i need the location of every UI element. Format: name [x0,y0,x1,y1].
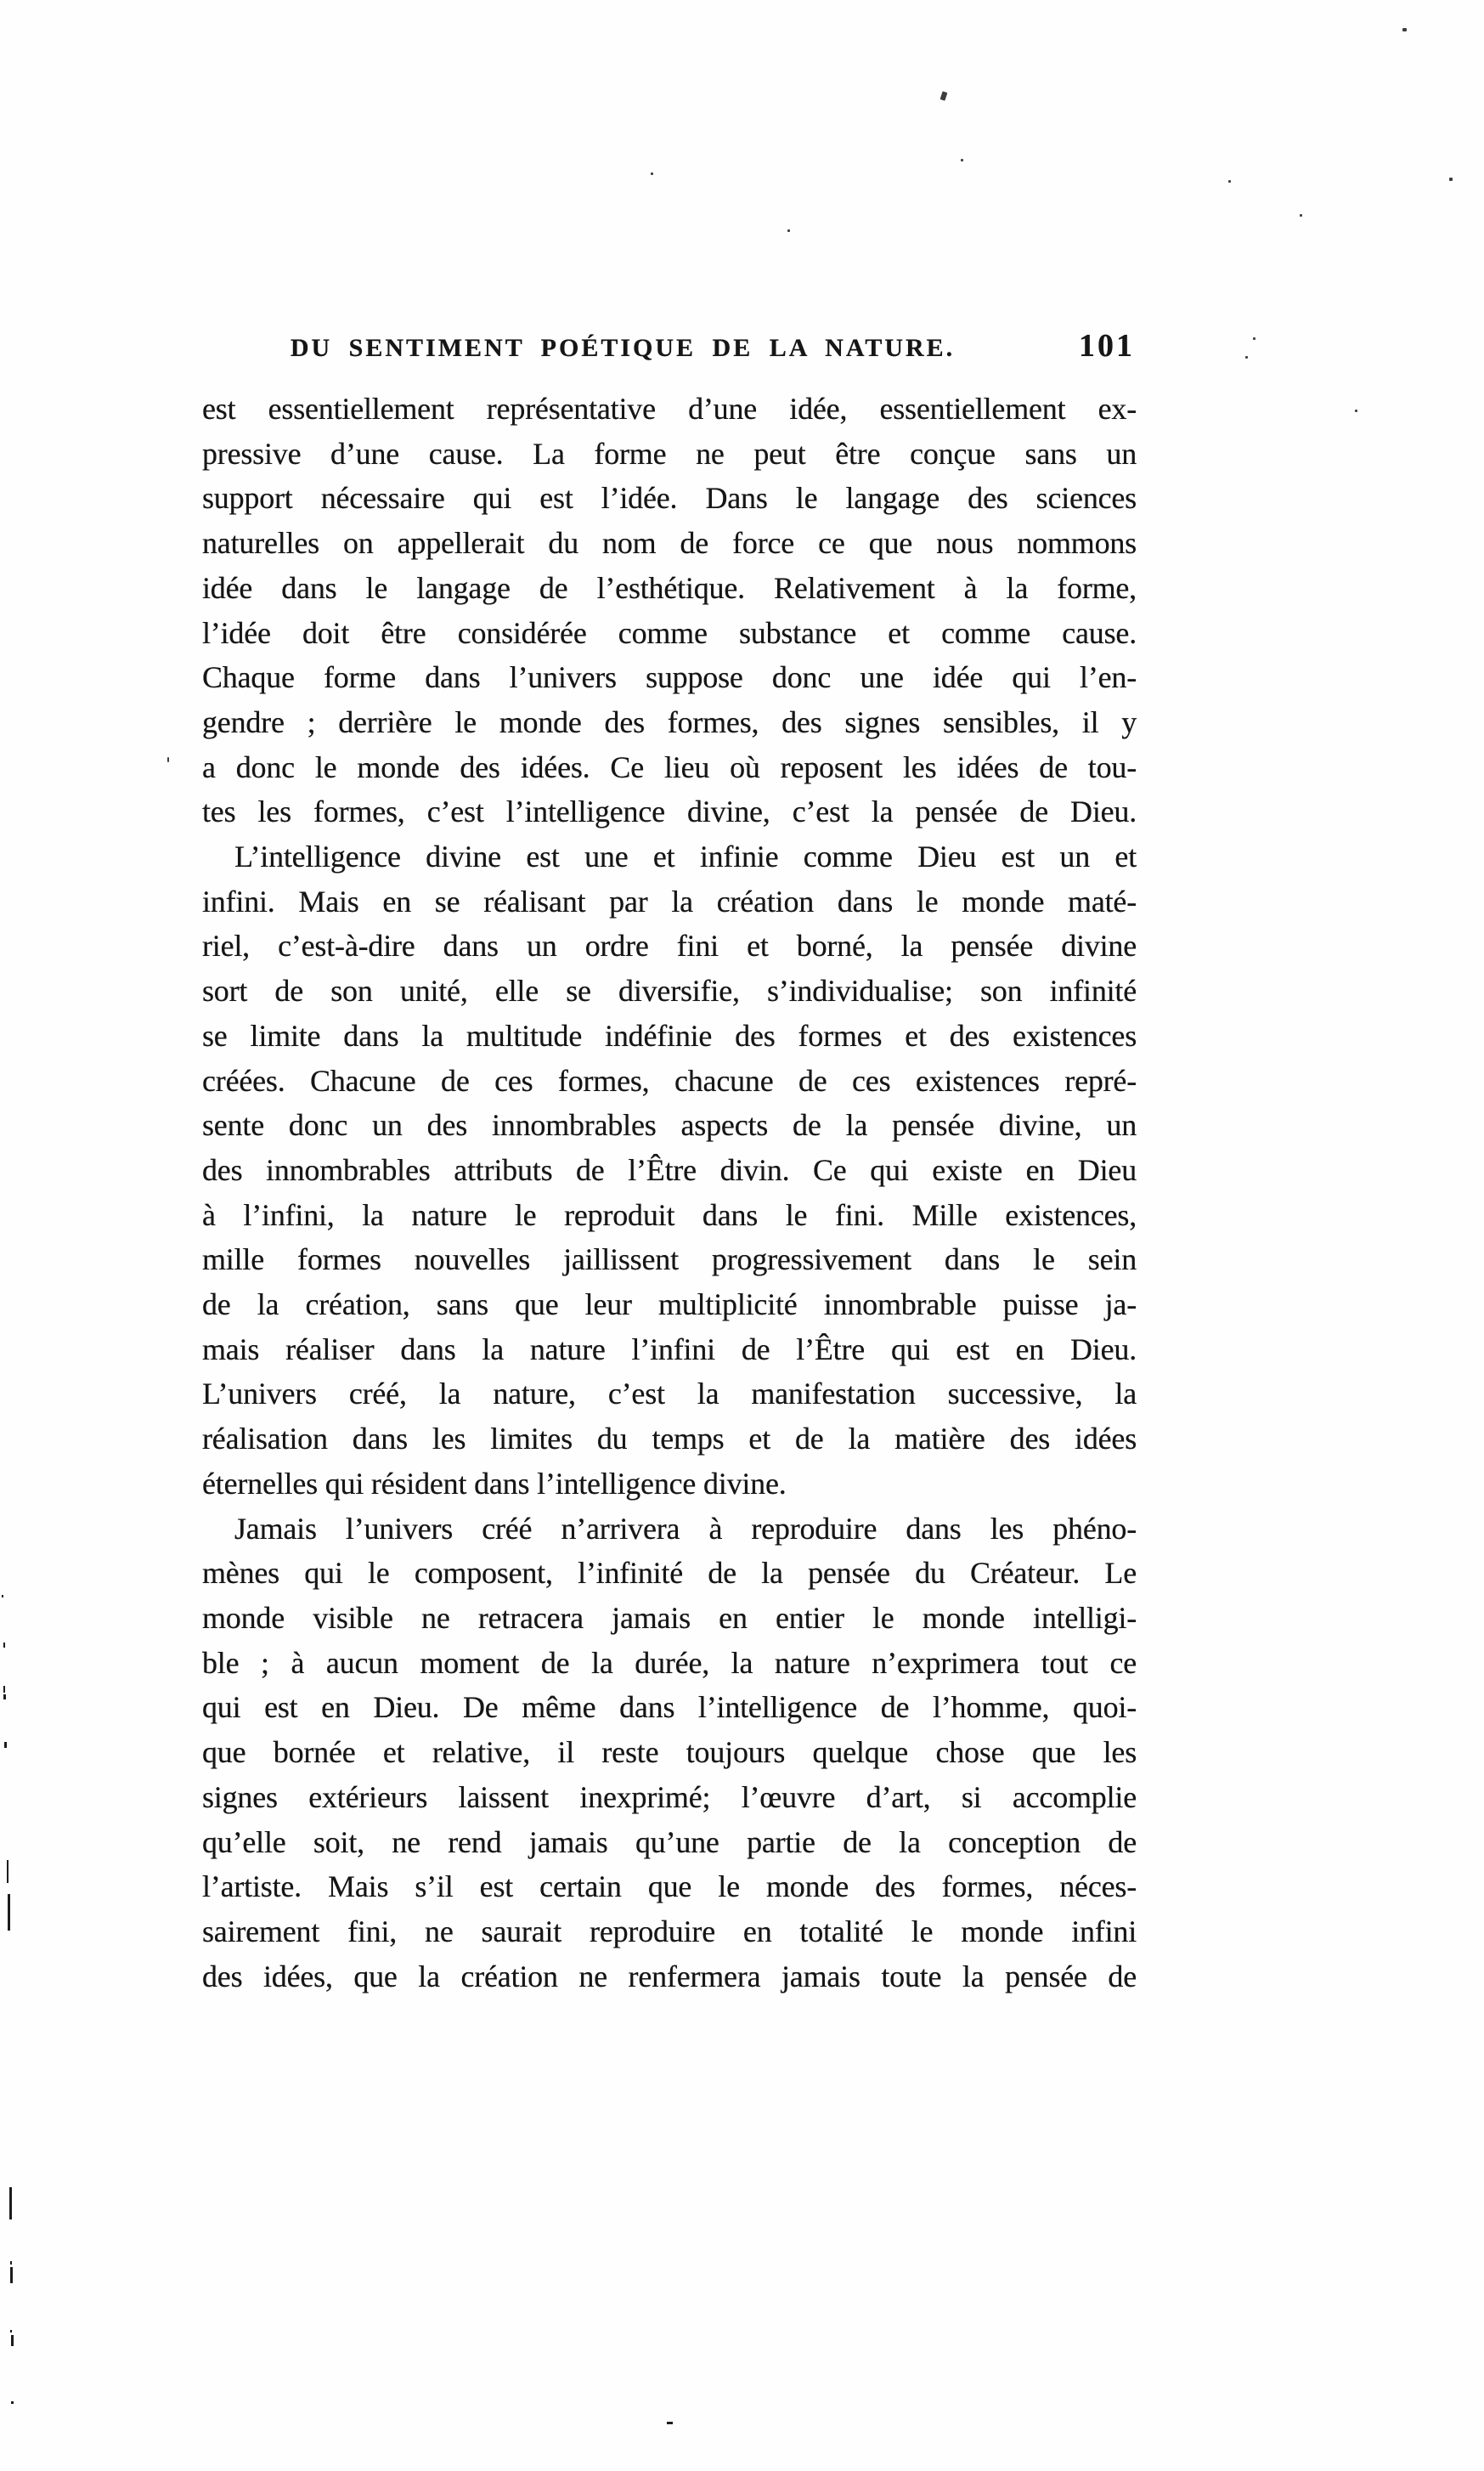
text-line: idée dans le langage de l’esthétique. Relativement à la forme, [202,570,1137,605]
ink-speck [1245,356,1248,359]
text-line: à l’infini, la nature le reproduit dans le fini. Mille existences, [202,1197,1137,1232]
text-line: L’univers créé, la nature, c’est la manifestation successive, la [202,1377,1137,1411]
text-line: a donc le monde des idées. Ce lieu où reposent les idées de tou- [202,749,1137,784]
text-line: support nécessaire qui est l’idée. Dans le langage des sciences [202,481,1137,516]
text-line: l’idée doit être considérée comme substance et comme cause. [202,615,1137,650]
text-line: réalisation dans les limites du temps et de la matière des idées [202,1422,1137,1456]
scan-mark [11,2401,14,2404]
ink-speck [940,91,948,100]
ink-speck [1402,28,1407,31]
header-title: DU SENTIMENT POÉTIQUE DE LA NATURE. [290,334,956,362]
text-line: infini. Mais en se réalisant par la création dans le monde maté- [202,884,1137,919]
text-line: ble ; à aucun moment de la durée, la nature n’exprimera tout ce [202,1645,1137,1680]
text-line: mille formes nouvelles jaillissent progressivement dans le sein [202,1242,1137,1277]
ink-speck [961,159,963,161]
text-line: tes les formes, c’est l’intelligence divine, c’est la pensée de Dieu. [202,794,1137,829]
text-line: mènes qui le composent, l’infinité de la pensée du Créateur. Le [202,1556,1137,1591]
scan-mark [3,1686,5,1693]
text-line: se limite dans la multitude indéfinie des formes et des existences [202,1018,1137,1053]
text-line: sente donc un des innombrables aspects de la pensée divine, un [202,1108,1137,1143]
text-line: des idées, que la création ne renfermera jamais toute la pensée de [202,1959,1137,1993]
text-line: de la création, sans que leur multiplicité innombrable puisse ja- [202,1287,1137,1322]
ink-speck [167,757,169,762]
scan-mark [8,1894,10,1931]
scan-mark [3,1694,6,1699]
text-line: monde visible ne retracera jamais en entier le monde intelligi- [202,1600,1137,1635]
text-line: naturelles on appellerait du nom de force ce que nous nommons [202,526,1137,561]
running-header [202,328,1137,370]
scan-mark [10,2267,13,2283]
ink-speck [1300,214,1302,217]
ink-speck [1355,410,1357,412]
text-line: qu’elle soit, ne rend jamais qu’une partie de la conception de [202,1824,1137,1859]
page-number: 101 [1079,328,1135,364]
text-line: gendre ; derrière le monde des formes, des signes sensibles, il y [202,704,1137,739]
ink-speck [1449,178,1453,181]
ink-speck [1228,180,1231,183]
text-line: mais réaliser dans la nature l’infini de l’Être qui est en Dieu. [202,1332,1137,1366]
text-line: des innombrables attributs de l’Être divin. Ce qui existe en Dieu [202,1152,1137,1187]
scan-mark [3,1643,5,1648]
scan-mark [10,2261,12,2265]
text-line: sort de son unité, elle se diversifie, s’individualise; son infinité [202,974,1137,1009]
scan-mark [667,2422,673,2424]
text-line: sairement fini, ne saurait reproduire en totalité le monde infini [202,1914,1137,1948]
text-line: riel, c’est-à-dire dans un ordre fini et borné, la pensée divine [202,929,1137,964]
scan-mark [11,2335,14,2346]
text-line: pressive d’une cause. La forme ne peut être conçue sans un [202,436,1137,471]
ink-speck [1253,337,1255,340]
scan-mark [10,2330,12,2332]
text-line: que bornée et relative, il reste toujours quelque chose que les [202,1735,1137,1770]
text-line: qui est en Dieu. De même dans l’intelligence de l’homme, quoi- [202,1690,1137,1725]
scan-mark [7,1860,8,1883]
ink-speck [787,229,790,232]
ink-speck [651,172,653,175]
text-line: l’artiste. Mais s’il est certain que le monde des formes, néces- [202,1869,1137,1904]
page-body [202,387,1137,1999]
scan-mark [4,1742,7,1748]
text-line: créées. Chacune de ces formes, chacune de ces existences repré- [202,1063,1137,1098]
text-line: signes extérieurs laissent inexprimé; l’œuvre d’art, si accomplie [202,1779,1137,1814]
text-line: Chaque forme dans l’univers suppose donc une idée qui l’en- [202,660,1137,695]
scan-mark [9,2187,12,2219]
text-line: éternelles qui résident dans l’intelligence divine. [202,1466,787,1501]
text-line: Jamais l’univers créé n’arrivera à reproduire dans les phéno- [234,1511,1137,1546]
text-line: L’intelligence divine est une et infinie comme Dieu est un et [234,840,1137,874]
scan-mark [2,1595,3,1597]
text-line: est essentiellement représentative d’une idée, essentiellement ex- [202,392,1137,426]
